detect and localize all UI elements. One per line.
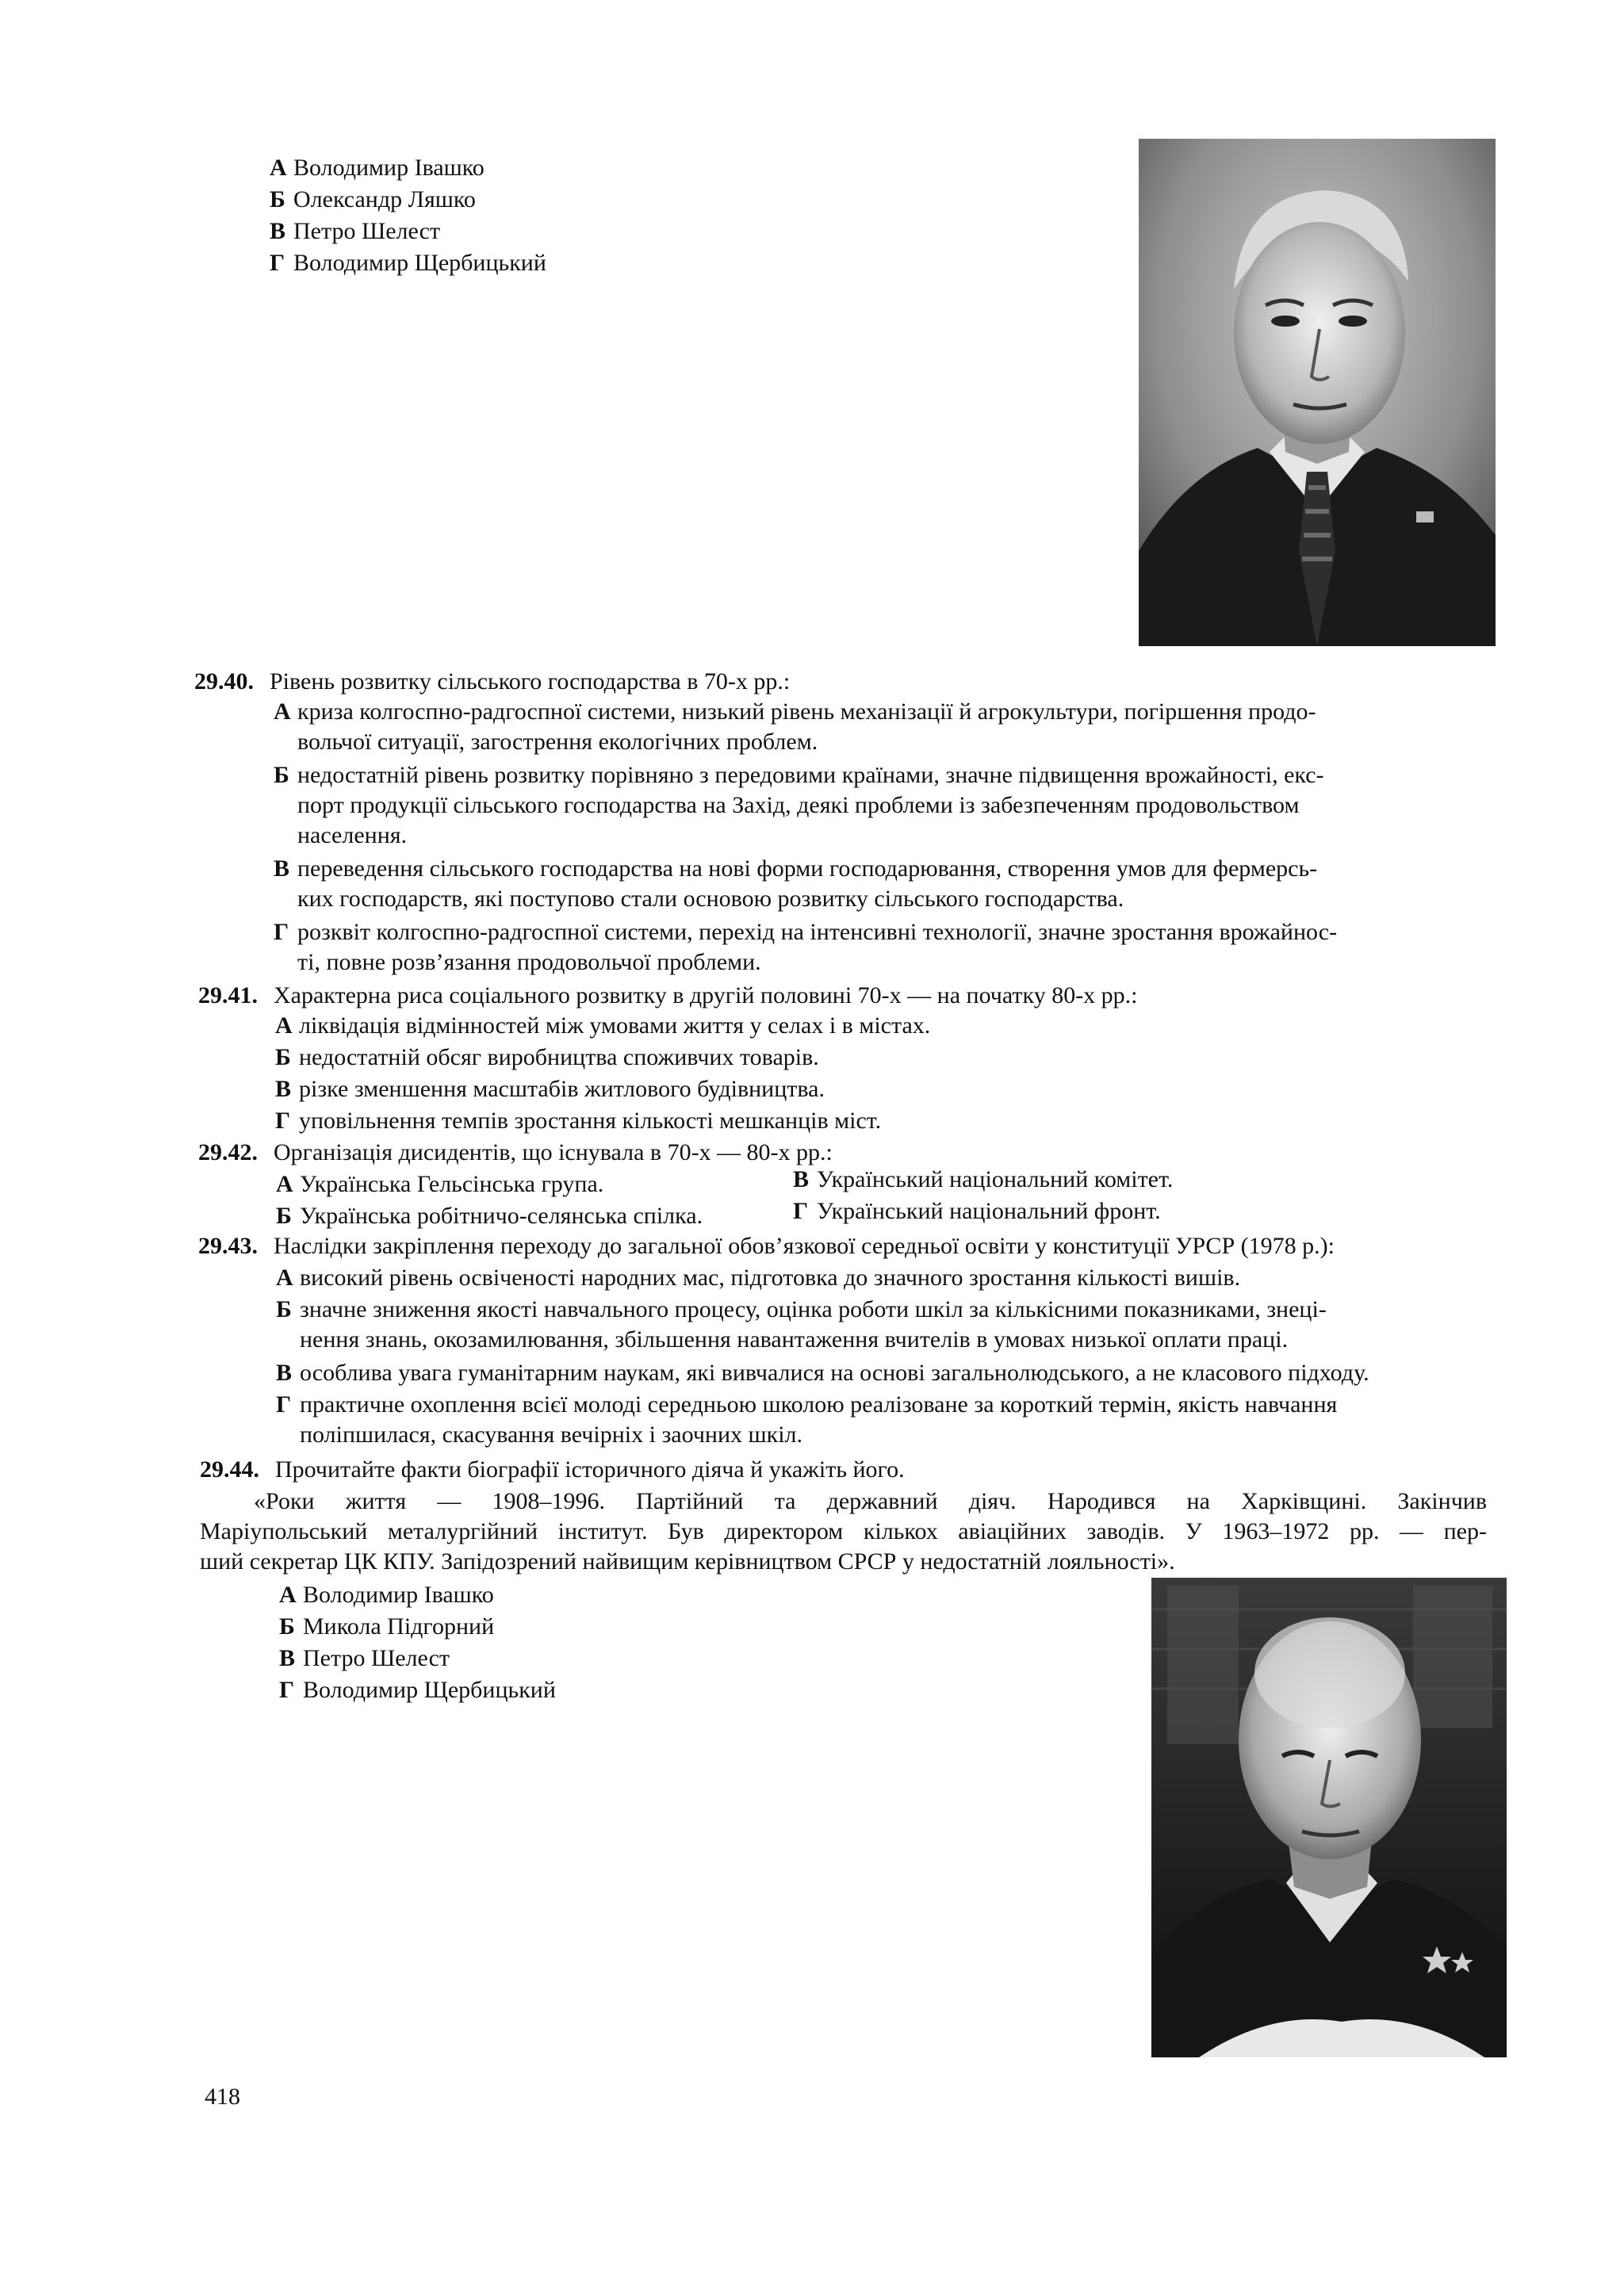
- option-letter: А: [276, 1171, 293, 1197]
- top-option-b: [270, 184, 476, 216]
- q4042-option-d: [793, 1196, 1161, 1227]
- option-text: Микола Підгорний: [303, 1613, 495, 1640]
- option-text-cont: поліпшилася, скасування вечірніх і заочних шкіл.: [300, 1422, 803, 1448]
- option-letter: Г: [270, 250, 285, 276]
- option-letter: В: [279, 1645, 296, 1671]
- option-text-cont: ті, повне розв’язання продовольчої проблеми.: [297, 949, 761, 975]
- option-text: недостатній рівень розвитку порівняно з передовими країнами, значне підвищення врожайності, екс-: [297, 762, 1324, 788]
- question-number: 29.42.: [198, 1139, 258, 1165]
- q4040-option-a: [274, 696, 1316, 728]
- question-29-41-stem: [198, 980, 1138, 1012]
- option-text: розквіт колгоспно-радгоспної системи, перехід на інтенсивні технології, значне зростання врожайнос-: [297, 919, 1338, 945]
- q4040-option-b: [274, 760, 1324, 791]
- option-text: значне зниження якості навчального процесу, оцінка роботи шкіл за кількісними показниками, знеці-: [300, 1296, 1327, 1322]
- option-letter: В: [274, 855, 290, 882]
- question-text: Організація дисидентів, що існувала в 70-х — 80-х рр.:: [274, 1139, 833, 1165]
- q4042-option-b: [276, 1200, 703, 1232]
- q4041-option-a: [275, 1010, 930, 1042]
- q4041-option-b: [275, 1042, 819, 1073]
- option-text: практичне охоплення всієї молоді середньою школою реалізоване за короткий термін, якість навчання: [300, 1391, 1338, 1418]
- q4042-option-a: [276, 1169, 603, 1200]
- option-text: ліквідація відмінностей між умовами життя у селах і в містах.: [299, 1012, 931, 1039]
- q4041-option-c: [275, 1073, 825, 1105]
- option-text-cont: ких господарств, які поступово стали основою розвитку сільського господарства.: [297, 886, 1124, 912]
- q4040-option-c: [274, 853, 1317, 885]
- q4043-option-b: [276, 1294, 1327, 1326]
- q4042-option-c: [793, 1164, 1173, 1196]
- option-text: високий рівень освіченості народних мас, підготовка до значного зростання кількості вишів.: [300, 1265, 1241, 1291]
- option-letter: В: [276, 1360, 293, 1386]
- option-text: переведення сільського господарства на нові форми господарювання, створення умов для фермерсь-: [297, 855, 1318, 882]
- option-text: Українська робітничо-селянська спілка.: [300, 1203, 703, 1229]
- question-29-43-stem: [198, 1230, 1335, 1262]
- q4043-option-c: [276, 1357, 1369, 1389]
- option-text: криза колгоспно-радгоспної системи, низький рівень механізації й агрокультури, погіршення продо-: [297, 698, 1316, 725]
- option-letter: А: [270, 155, 287, 181]
- q4044-option-b: [279, 1611, 494, 1643]
- option-letter: Б: [270, 186, 285, 212]
- option-letter: Г: [275, 1108, 291, 1134]
- question-text: Прочитайте факти біографії історичного діяча й укажіть його.: [275, 1456, 905, 1483]
- question-number: 29.41.: [198, 982, 258, 1008]
- page-number: 418: [205, 2084, 240, 2110]
- q4044-option-c: [279, 1643, 450, 1674]
- option-letter: Б: [274, 762, 289, 788]
- option-text: різке зменшення масштабів житлового будівництва.: [299, 1076, 825, 1102]
- option-text-cont: порт продукції сільського господарства на Захід, деякі проблеми із забезпеченням продовольством: [297, 792, 1300, 818]
- option-text: Український національний комітет.: [817, 1166, 1174, 1192]
- question-29-40-stem: [194, 666, 790, 698]
- option-text: Володимир Щербицький: [303, 1677, 556, 1703]
- option-text: Володимир Щербицький: [293, 250, 546, 276]
- option-letter: Г: [793, 1198, 809, 1224]
- q4044-option-d: [279, 1674, 556, 1706]
- top-option-a: [270, 152, 485, 184]
- question-text: Наслідки закріплення переходу до загальної обов’язкової середньої освіти у конституції УРСР (1978 р.):: [274, 1233, 1335, 1259]
- option-letter: А: [274, 698, 291, 725]
- option-letter: Г: [276, 1391, 292, 1418]
- question-text: Рівень розвитку сільського господарства в 70-х рр.:: [270, 668, 791, 695]
- option-letter: В: [270, 218, 286, 244]
- option-letter: Б: [276, 1203, 292, 1229]
- option-text: особлива увага гуманітарним наукам, які вивчалися на основі загальнолюдського, а не класового підходу.: [300, 1360, 1369, 1386]
- top-option-c: [270, 216, 440, 247]
- q4043-option-d: [276, 1389, 1337, 1421]
- question-text: Характерна риса соціального розвитку в другій половині 70-х — на початку 80-х рр.:: [274, 982, 1138, 1008]
- biography-quote-line: ший секретар ЦК КПУ. Запідозрений найвищим керівництвом СРСР у недостатній лояльності».: [200, 1548, 1175, 1575]
- biography-quote-line: Маріупольський металургійний інститут. Був директором кількох авіаційних заводів. У 1963–1972 рр. — пер-: [200, 1518, 1487, 1544]
- question-29-44-stem: [200, 1454, 905, 1486]
- option-text-cont: населення.: [297, 822, 408, 848]
- option-letter: Г: [279, 1677, 295, 1703]
- option-text: недостатній обсяг виробництва споживчих товарів.: [299, 1044, 819, 1070]
- option-letter: В: [793, 1166, 810, 1192]
- top-option-d: [270, 247, 546, 279]
- option-text-cont: нення знань, окозамилювання, збільшення навантаження вчителів в умовах низької оплати праці.: [300, 1326, 1289, 1353]
- portrait-photo-bottom: [1151, 1578, 1507, 2057]
- question-number: 29.40.: [194, 668, 254, 695]
- option-text: Петро Шелест: [293, 218, 440, 244]
- question-number: 29.43.: [198, 1233, 258, 1259]
- q4041-option-d: [275, 1105, 881, 1137]
- option-text: Олександр Ляшко: [293, 186, 476, 212]
- q4040-option-d: [274, 916, 1337, 948]
- option-letter: А: [279, 1582, 297, 1608]
- option-letter: Б: [276, 1296, 292, 1322]
- option-text: Володимир Івашко: [293, 155, 485, 181]
- question-29-42-stem: [198, 1137, 833, 1169]
- option-letter: Б: [275, 1044, 291, 1070]
- option-text-cont: вольчої ситуації, загострення екологічних проблем.: [297, 729, 818, 755]
- option-letter: Б: [279, 1613, 295, 1640]
- q4043-option-a: [276, 1262, 1240, 1294]
- option-letter: А: [276, 1265, 293, 1291]
- portrait-photo-top: [1139, 139, 1496, 646]
- option-letter: Г: [274, 919, 289, 945]
- option-text: Український національний фронт.: [817, 1198, 1161, 1224]
- option-text: Володимир Івашко: [303, 1582, 494, 1608]
- option-letter: В: [275, 1076, 292, 1102]
- option-text: уповільнення темпів зростання кількості мешканців міст.: [299, 1108, 882, 1134]
- question-number: 29.44.: [200, 1456, 259, 1483]
- biography-quote-line: «Роки життя — 1908–1996. Партійний та державний діяч. Народився на Харківщині. Закінчив: [254, 1488, 1487, 1514]
- option-letter: А: [275, 1012, 293, 1039]
- option-text: Українська Гельсінська група.: [300, 1171, 604, 1197]
- q4044-option-a: [279, 1579, 494, 1611]
- option-text: Петро Шелест: [303, 1645, 450, 1671]
